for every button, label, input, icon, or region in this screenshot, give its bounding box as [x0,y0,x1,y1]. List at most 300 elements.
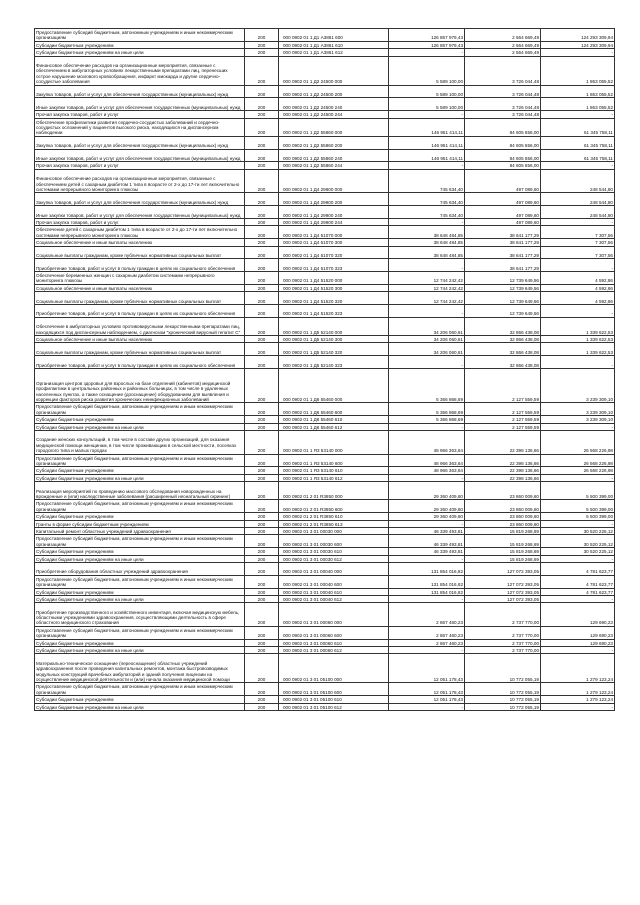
table-row [35,588,615,595]
row-name-cell: Прочая закупка товаров, работ и услуг [35,111,245,118]
approved-amount-cell: - [389,647,465,654]
row-name-cell: Приобретение оборудования областных учреждений здравоохранения [35,562,245,575]
executed-amount-cell: 38 641 177,29 [465,239,541,246]
line-code-cell: 200 [245,548,279,555]
executed-amount-cell: 23 860 009,60 [465,520,541,527]
line-code-cell: 200 [245,626,279,639]
row-name-cell: Обеспечение детей с сахарным диабетом 1 типа в возрасте от 2-х до 17-ти лет включительно системами непрерывного мониторинга глюкозы [35,226,245,239]
table-row [35,162,615,169]
executed-amount-cell: 12 739 649,56 [465,272,541,285]
line-code-cell: 200 [245,703,279,710]
approved-amount-cell: 131 854 016,82 [389,575,465,588]
line-code-cell: 200 [245,343,279,356]
executed-amount-cell: 2 127 559,59 [465,416,541,423]
budget-code-cell: 000 0902 01 2 01 R3850 000 [279,482,389,500]
table-row [35,603,615,627]
approved-amount-cell: 146 951 414,11 [389,149,465,162]
row-name-cell: Закупка товаров, работ и услуг для обеспечения государственных (муниципальных) нужд [35,85,245,98]
budget-code-cell: 000 0902 01 2 01 R3850 613 [279,520,389,527]
budget-code-cell: 000 0902 01 1 Д2 55860 240 [279,149,389,162]
unexecuted-amount-cell: 3 239 309,10 [541,416,615,423]
budget-code-cell: 000 0902 01 3 01 05100 000 [279,654,389,683]
budget-table-body [35,29,615,711]
budget-code-cell: 000 0902 01 3 01 00040 612 [279,595,389,602]
row-name-cell: Организация центров здоровья для взрослых на базе отделений (кабинетов) медицинской профилактики в центральных районных и районных больницах, в том числе в удаленных населенных пунктах, а также оснащение (дооснащение) оборудованием для выявления и коррекции факторов риска развития хронических неинфекционных заболеваний [35,369,245,403]
approved-amount-cell: 5 589 100,00 [389,56,465,85]
budget-code-cell: 000 0902 01 1 Д4 51520 323 [279,305,389,318]
budget-code-cell: 000 0902 01 1 Д5 52140 320 [279,343,389,356]
budget-code-cell: 000 0902 01 1 Д2 24500 244 [279,111,389,118]
budget-code-cell: 000 0902 01 1 Д5 52140 000 [279,317,389,335]
budget-code-cell: 000 0902 01 3 01 00060 612 [279,647,389,654]
executed-amount-cell: 127 072 393,05 [465,588,541,595]
line-code-cell: 200 [245,482,279,500]
budget-code-cell: 000 0902 01 1 Д1 А3861 610 [279,41,389,48]
unexecuted-amount-cell: 3 239 309,10 [541,369,615,403]
table-row [35,136,615,149]
approved-amount-cell: 38 648 484,85 [389,239,465,246]
executed-amount-cell: 10 772 055,19 [465,696,541,703]
unexecuted-amount-cell: 5 500 399,00 [541,513,615,520]
executed-amount-cell: 3 726 044,48 [465,98,541,111]
unexecuted-amount-cell: - [541,259,615,272]
row-name-cell: Предоставление субсидий бюджетным, автономным учреждениям и иным некоммерческим организациям [35,683,245,696]
line-code-cell: 200 [245,654,279,683]
unexecuted-amount-cell: - [541,474,615,481]
line-code-cell: 200 [245,500,279,513]
approved-amount-cell: 5 366 868,69 [389,403,465,416]
approved-amount-cell: 12 051 178,43 [389,683,465,696]
unexecuted-amount-cell: 248 544,80 [541,206,615,219]
row-name-cell: Предоставление субсидий бюджетным, автономным учреждениям и иным некоммерческим организациям [35,403,245,416]
line-code-cell: 200 [245,226,279,239]
row-name-cell: Гранты в форме субсидии бюджетным учреждениям [35,520,245,527]
approved-amount-cell: 5 589 100,00 [389,85,465,98]
line-code-cell: 200 [245,162,279,169]
line-code-cell: 200 [245,696,279,703]
line-code-cell: 200 [245,41,279,48]
approved-amount-cell: 2 867 460,23 [389,639,465,646]
approved-amount-cell: 12 051 178,43 [389,654,465,683]
row-name-cell: Обеспечение в амбулаторных условиях противовирусными лекарственными препаратами лиц, находящихся под диспансерным наблюдением, с диагнозом "хронический вирусный гепатит С" [35,317,245,335]
budget-code-cell: 000 0902 01 1 Я3 53140 612 [279,474,389,481]
executed-amount-cell: 32 866 438,08 [465,356,541,369]
unexecuted-amount-cell: - [541,520,615,527]
executed-amount-cell: 497 089,60 [465,193,541,206]
line-code-cell: 200 [245,423,279,430]
row-name-cell: Реализация мероприятий по проведению массового обследования новорожденных на врожденные и (или) наследственные заболевания (расширенный неонатальный скрининг) [35,482,245,500]
unexecuted-amount-cell: - [541,647,615,654]
executed-amount-cell: 84 605 656,00 [465,162,541,169]
executed-amount-cell: 2 564 669,49 [465,49,541,56]
unexecuted-amount-cell: 26 568 226,98 [541,431,615,455]
approved-amount-cell: - [389,474,465,481]
executed-amount-cell: 22 398 136,66 [465,454,541,467]
approved-amount-cell: 38 648 484,85 [389,226,465,239]
approved-amount-cell: 48 966 363,64 [389,454,465,467]
row-name-cell: Субсидии бюджетным учреждениям [35,416,245,423]
approved-amount-cell: 29 360 409,60 [389,500,465,513]
approved-amount-cell: 34 206 060,61 [389,336,465,343]
executed-amount-cell: 38 641 177,29 [465,246,541,259]
table-row [35,575,615,588]
unexecuted-amount-cell: - [541,356,615,369]
executed-amount-cell: 497 089,60 [465,169,541,193]
approved-amount-cell: - [389,423,465,430]
row-name-cell: Предоставление субсидий бюджетным, автономным учреждениям и иным некоммерческим организациям [35,626,245,639]
budget-report-sheet [34,28,614,711]
table-row [35,535,615,548]
table-row [35,246,615,259]
executed-amount-cell: 2 564 669,49 [465,41,541,48]
line-code-cell: 200 [245,149,279,162]
row-name-cell: Прочая закупка товаров, работ и услуг [35,218,245,225]
table-row [35,467,615,474]
budget-code-cell: 000 0902 01 1 Д2 24500 240 [279,98,389,111]
approved-amount-cell: 34 206 060,61 [389,317,465,335]
executed-amount-cell: 127 072 393,05 [465,575,541,588]
table-row [35,513,615,520]
unexecuted-amount-cell: - [541,423,615,430]
approved-amount-cell: - [389,595,465,602]
executed-amount-cell: 497 089,60 [465,206,541,219]
table-row [35,562,615,575]
row-name-cell: Финансовое обеспечение расходов на организационные мероприятия, связанные с обеспечением в амбулаторных условиях лекарственными препаратами лиц, перенесших острое нарушение мозгового кровообращения, инфаркт миокарда и другие сердечно-сосудистые заболевания [35,56,245,85]
approved-amount-cell: - [389,111,465,118]
line-code-cell: 200 [245,259,279,272]
budget-code-cell: 000 0902 01 3 01 00030 600 [279,535,389,548]
budget-code-cell: 000 0902 01 1 Д2 24500 200 [279,85,389,98]
unexecuted-amount-cell: 129 690,23 [541,639,615,646]
budget-code-cell: 000 0902 01 3 01 00060 600 [279,626,389,639]
approved-amount-cell: - [389,162,465,169]
row-name-cell: Субсидии бюджетным учреждениям [35,467,245,474]
unexecuted-amount-cell: 7 307,56 [541,239,615,246]
unexecuted-amount-cell: - [541,111,615,118]
row-name-cell: Предоставление субсидий бюджетным, автономным учреждениям и иным некоммерческим организациям [35,575,245,588]
unexecuted-amount-cell: 1 279 123,24 [541,654,615,683]
executed-amount-cell: 2 127 559,59 [465,423,541,430]
unexecuted-amount-cell: 1 863 055,52 [541,56,615,85]
unexecuted-amount-cell: 26 568 226,98 [541,467,615,474]
approved-amount-cell: 146 951 414,11 [389,136,465,149]
budget-code-cell: 000 0902 01 1 Д2 55860 244 [279,162,389,169]
budget-code-cell: 000 0902 01 1 Д5 52140 323 [279,356,389,369]
table-row [35,218,615,225]
line-code-cell: 200 [245,467,279,474]
budget-code-cell: 000 0902 01 1 Я3 53140 000 [279,431,389,455]
table-row [35,703,615,710]
budget-code-cell: 000 0902 01 3 01 00030 610 [279,548,389,555]
table-row [35,239,615,246]
row-name-cell: Социальные выплаты гражданам, кроме публичных нормативных социальных выплат [35,343,245,356]
budget-code-cell: 000 0902 01 1 Д6 55460 612 [279,423,389,430]
line-code-cell: 200 [245,118,279,136]
approved-amount-cell: 12 744 242,42 [389,292,465,305]
line-code-cell: 200 [245,527,279,534]
row-name-cell: Материально-техническое оснащение (переоснащение) областных учреждений здравоохранения после проведения капитальных ремонтов, монтажа быстровозводимых модульных конструкций врачебных амбулаторий и зданий получения лицензии на осуществление медицинской деятельности и (или) начала оказания медицинской помощи [35,654,245,683]
approved-amount-cell: - [389,259,465,272]
executed-amount-cell: 12 739 649,56 [465,284,541,291]
budget-code-cell: 000 0902 01 3 01 00040 000 [279,562,389,575]
executed-amount-cell: 12 739 649,56 [465,305,541,318]
budget-code-cell: 000 0902 01 3 01 05100 600 [279,683,389,696]
executed-amount-cell: 22 398 136,66 [465,467,541,474]
table-row [35,272,615,285]
row-name-cell: Капитальный ремонт областных учреждений здравоохранения [35,527,245,534]
executed-amount-cell: 10 772 055,19 [465,683,541,696]
approved-amount-cell: 5 366 868,69 [389,416,465,423]
executed-amount-cell: 497 089,60 [465,218,541,225]
table-row [35,343,615,356]
row-name-cell: Прочая закупка товаров, работ и услуг [35,162,245,169]
line-code-cell: 200 [245,193,279,206]
approved-amount-cell: 12 744 242,42 [389,272,465,285]
unexecuted-amount-cell: 30 520 225,12 [541,548,615,555]
budget-code-cell: 000 0902 01 3 01 00060 610 [279,639,389,646]
executed-amount-cell: 23 860 009,60 [465,482,541,500]
unexecuted-amount-cell: 5 500 399,00 [541,500,615,513]
row-name-cell: Иные закупки товаров, работ и услуг для обеспечения государственных (муниципальных) нужд [35,206,245,219]
table-row [35,292,615,305]
row-name-cell: Иные закупки товаров, работ и услуг для обеспечения государственных (муниципальных) нужд [35,149,245,162]
executed-amount-cell: 15 819 268,69 [465,527,541,534]
executed-amount-cell: 32 866 438,08 [465,336,541,343]
approved-amount-cell: 146 951 414,11 [389,118,465,136]
unexecuted-amount-cell: 1 339 622,53 [541,336,615,343]
executed-amount-cell: 10 772 055,19 [465,654,541,683]
table-row [35,639,615,646]
table-row [35,305,615,318]
line-code-cell: 200 [245,535,279,548]
table-row [35,206,615,219]
row-name-cell: Обеспечение профилактики развития сердечно-сосудистых заболеваний и сердечно-сосудистых осложнений у пациентов высокого риска, находящихся на диспансерном наблюдении [35,118,245,136]
budget-code-cell: 000 0902 01 1 Д4 51520 320 [279,292,389,305]
line-code-cell: 200 [245,647,279,654]
approved-amount-cell: - [389,555,465,562]
approved-amount-cell: 38 648 484,85 [389,246,465,259]
line-code-cell: 200 [245,520,279,527]
line-code-cell: 200 [245,403,279,416]
line-code-cell: 200 [245,336,279,343]
approved-amount-cell: 34 206 060,61 [389,343,465,356]
table-row [35,416,615,423]
row-name-cell: Социальные выплаты гражданам, кроме публичных нормативных социальных выплат [35,292,245,305]
line-code-cell: 200 [245,305,279,318]
table-row [35,369,615,403]
approved-amount-cell: 46 339 493,81 [389,527,465,534]
approved-amount-cell: - [389,49,465,56]
executed-amount-cell: 15 819 268,69 [465,535,541,548]
approved-amount-cell: - [389,218,465,225]
executed-amount-cell: 2 737 770,00 [465,647,541,654]
executed-amount-cell: 2 737 770,00 [465,639,541,646]
line-code-cell: 200 [245,111,279,118]
unexecuted-amount-cell: 4 592,86 [541,292,615,305]
executed-amount-cell: 84 605 656,00 [465,149,541,162]
row-name-cell: Субсидии бюджетным учреждениям [35,548,245,555]
approved-amount-cell: - [389,703,465,710]
unexecuted-amount-cell: 61 345 758,11 [541,118,615,136]
line-code-cell: 200 [245,272,279,285]
row-name-cell: Субсидии бюджетным учреждениям [35,639,245,646]
approved-amount-cell: 745 634,40 [389,206,465,219]
approved-amount-cell: - [389,356,465,369]
table-row [35,474,615,481]
budget-table [34,28,615,711]
table-row [35,98,615,111]
table-row [35,403,615,416]
line-code-cell: 200 [245,218,279,225]
unexecuted-amount-cell: 61 345 758,11 [541,136,615,149]
unexecuted-amount-cell: 129 690,23 [541,626,615,639]
unexecuted-amount-cell: 5 500 399,00 [541,482,615,500]
table-row [35,356,615,369]
row-name-cell: Закупка товаров, работ и услуг для обеспечения государственных (муниципальных) нужд [35,193,245,206]
approved-amount-cell: 5 366 868,69 [389,369,465,403]
budget-code-cell: 000 0902 01 1 Д4 51520 000 [279,272,389,285]
executed-amount-cell: 23 860 009,60 [465,513,541,520]
executed-amount-cell: 3 726 044,48 [465,111,541,118]
table-row [35,527,615,534]
budget-code-cell: 000 0902 01 1 Д1 А3861 612 [279,49,389,56]
table-row [35,111,615,118]
executed-amount-cell: 2 127 559,59 [465,403,541,416]
executed-amount-cell: 2 127 559,59 [465,369,541,403]
executed-amount-cell: 3 726 044,48 [465,85,541,98]
executed-amount-cell: 84 605 656,00 [465,136,541,149]
row-name-cell: Приобретение товаров, работ и услуг в пользу граждан в целях их социального обеспечения [35,356,245,369]
budget-code-cell: 000 0902 01 3 01 00040 610 [279,588,389,595]
executed-amount-cell: 84 605 656,00 [465,118,541,136]
row-name-cell: Субсидии бюджетным учреждениям на иные цели [35,474,245,481]
executed-amount-cell: 127 072 393,05 [465,595,541,602]
table-row [35,49,615,56]
table-row [35,56,615,85]
executed-amount-cell: 3 726 044,48 [465,56,541,85]
row-name-cell: Субсидии бюджетным учреждениям на иные цели [35,647,245,654]
row-name-cell: Предоставление субсидий бюджетным, автономным учреждениям и иным некоммерческим организациям [35,29,245,42]
table-row [35,317,615,335]
approved-amount-cell: - [389,305,465,318]
line-code-cell: 200 [245,317,279,335]
table-row [35,647,615,654]
budget-code-cell: 000 0902 01 1 Д2 55860 000 [279,118,389,136]
unexecuted-amount-cell: 4 592,86 [541,284,615,291]
row-name-cell: Субсидии бюджетным учреждениям [35,41,245,48]
line-code-cell: 200 [245,474,279,481]
approved-amount-cell: 745 634,40 [389,169,465,193]
unexecuted-amount-cell: 129 690,23 [541,603,615,627]
unexecuted-amount-cell: 1 339 622,53 [541,343,615,356]
executed-amount-cell: 23 860 009,60 [465,500,541,513]
unexecuted-amount-cell: 1 863 055,52 [541,85,615,98]
executed-amount-cell: 2 737 770,00 [465,626,541,639]
approved-amount-cell: 29 360 409,60 [389,513,465,520]
unexecuted-amount-cell: - [541,703,615,710]
row-name-cell: Субсидии бюджетным учреждениям [35,588,245,595]
unexecuted-amount-cell: 30 520 225,12 [541,535,615,548]
line-code-cell: 200 [245,454,279,467]
line-code-cell: 200 [245,562,279,575]
table-row [35,118,615,136]
row-name-cell: Субсидии бюджетным учреждениям [35,513,245,520]
row-name-cell: Приобретение товаров, работ и услуг в пользу граждан в целях их социального обеспечения [35,259,245,272]
budget-code-cell: 000 0902 01 1 Д4 29900 244 [279,218,389,225]
line-code-cell: 200 [245,603,279,627]
line-code-cell: 200 [245,513,279,520]
approved-amount-cell: 48 966 363,64 [389,431,465,455]
line-code-cell: 200 [245,169,279,193]
budget-code-cell: 000 0902 01 2 01 R3850 610 [279,513,389,520]
line-code-cell: 200 [245,29,279,42]
executed-amount-cell: 2 737 770,00 [465,603,541,627]
table-row [35,654,615,683]
approved-amount-cell: - [389,520,465,527]
budget-code-cell: 000 0902 01 1 Д2 55860 200 [279,136,389,149]
line-code-cell: 200 [245,239,279,246]
executed-amount-cell: 2 564 669,49 [465,29,541,42]
line-code-cell: 200 [245,292,279,305]
unexecuted-amount-cell: - [541,162,615,169]
table-row [35,336,615,343]
budget-code-cell: 000 0902 01 1 Д2 24500 000 [279,56,389,85]
approved-amount-cell: 5 589 100,00 [389,98,465,111]
budget-code-cell: 000 0902 01 1 Д6 55460 000 [279,369,389,403]
table-row [35,500,615,513]
unexecuted-amount-cell: - [541,305,615,318]
budget-code-cell: 000 0902 01 3 01 05100 612 [279,703,389,710]
row-name-cell: Субсидии бюджетным учреждениям [35,696,245,703]
line-code-cell: 200 [245,136,279,149]
approved-amount-cell: 46 339 493,81 [389,548,465,555]
unexecuted-amount-cell: - [541,49,615,56]
budget-code-cell: 000 0902 01 1 Я3 53140 600 [279,454,389,467]
budget-code-cell: 000 0902 01 1 Д6 55460 600 [279,403,389,416]
row-name-cell: Иные закупки товаров, работ и услуг для обеспечения государственных (муниципальных) нужд [35,98,245,111]
table-row [35,149,615,162]
row-name-cell: Создание женских консультаций, в том числе в составе других организаций, для оказания медицинской помощи женщинам, в том числе проживающим в сельской местности, поселках городского типа и малых городах [35,431,245,455]
unexecuted-amount-cell: 1 339 622,53 [541,317,615,335]
unexecuted-amount-cell: 1 279 123,24 [541,696,615,703]
row-name-cell: Социальное обеспечение и иные выплаты населению [35,284,245,291]
unexecuted-amount-cell: 4 781 623,77 [541,562,615,575]
approved-amount-cell: 745 634,40 [389,193,465,206]
budget-code-cell: 000 0902 01 2 01 R3850 600 [279,500,389,513]
budget-code-cell: 000 0902 01 3 01 00030 612 [279,555,389,562]
executed-amount-cell: 10 772 055,19 [465,703,541,710]
row-name-cell: Субсидии бюджетным учреждениям на иные цели [35,555,245,562]
executed-amount-cell: 32 866 438,08 [465,343,541,356]
approved-amount-cell: 131 854 016,82 [389,588,465,595]
approved-amount-cell: 12 744 242,42 [389,284,465,291]
line-code-cell: 200 [245,416,279,423]
budget-code-cell: 000 0902 01 1 Д5 52140 300 [279,336,389,343]
unexecuted-amount-cell: 30 520 225,12 [541,527,615,534]
approved-amount-cell: 46 339 493,81 [389,535,465,548]
approved-amount-cell: 29 360 409,60 [389,482,465,500]
approved-amount-cell: 126 857 979,43 [389,29,465,42]
table-row [35,626,615,639]
unexecuted-amount-cell: 4 781 623,77 [541,575,615,588]
row-name-cell: Приобретение производственного и хозяйственного инвентаря, включая медицинскую мебель, областными учреждениями здравоохранения, осуществляющими деятельность в сфере областного медицинского страхования [35,603,245,627]
approved-amount-cell: 48 966 363,64 [389,467,465,474]
unexecuted-amount-cell: 26 568 226,98 [541,454,615,467]
executed-amount-cell: 22 398 136,66 [465,431,541,455]
row-name-cell: Субсидии бюджетным учреждениям на иные цели [35,423,245,430]
unexecuted-amount-cell: 7 307,56 [541,246,615,259]
budget-code-cell: 000 0902 01 3 01 00040 600 [279,575,389,588]
